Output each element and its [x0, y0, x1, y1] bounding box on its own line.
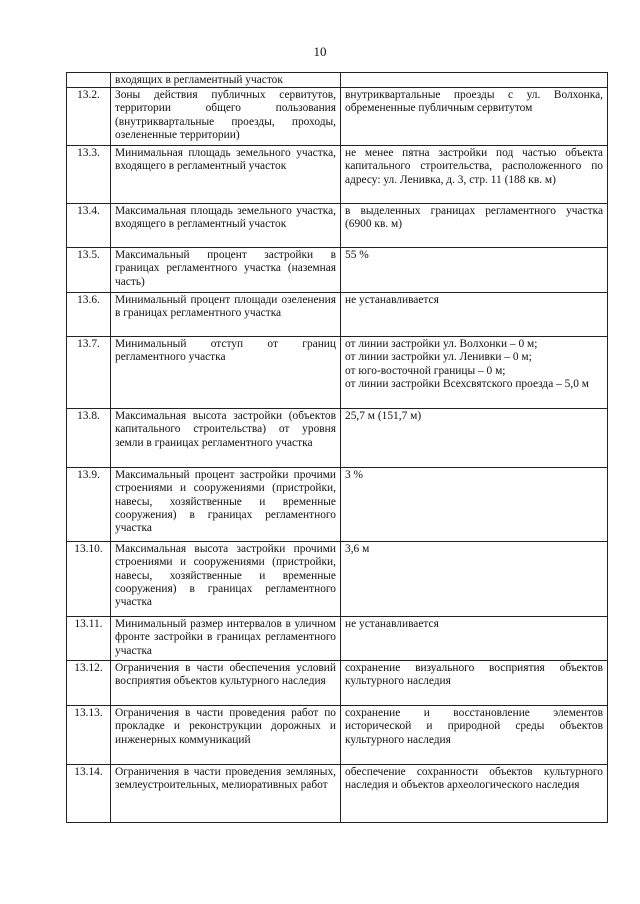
table-row — [67, 765, 608, 823]
value-line: сохранение и восстановление элементов исторической и природной среды объектов культурного наследия — [345, 707, 603, 746]
parameter-name: Максимальная высота застройки прочими строениями и сооружениями (пристройки, навесы, хозяйственные и временные сооружения) в границах регламентного участка — [111, 542, 341, 617]
parameter-value — [341, 146, 608, 204]
row-number: 13.11. — [67, 617, 111, 661]
value-line: не менее пятна застройки под частью объекта капитального строительства, расположенного по адресу: ул. Ленивка, д. 3, стр. 11 (188 кв. м) — [345, 147, 603, 186]
row-number: 13.13. — [67, 706, 111, 765]
parameter-value — [341, 337, 608, 409]
parameter-value — [341, 706, 608, 765]
table-row — [67, 204, 608, 248]
row-number: 13.7. — [67, 337, 111, 409]
parameter-name: Минимальный размер интервалов в уличном фронте застройки в границах регламентного участка — [111, 617, 341, 661]
table-row — [67, 617, 608, 661]
row-number: 13.12. — [67, 661, 111, 706]
parameter-name: Минимальная площадь земельного участка, входящего в регламентный участок — [111, 146, 341, 204]
row-number: 13.6. — [67, 293, 111, 337]
parameter-value — [341, 248, 608, 293]
value-line: в выделенных границах регламентного участка (6900 кв. м) — [345, 205, 603, 231]
table-row — [67, 73, 608, 88]
table-row — [67, 661, 608, 706]
table-row — [67, 706, 608, 765]
parameter-value — [341, 88, 608, 146]
parameter-name: Ограничения в части проведения земляных, землеустроительных, мелиоративных работ — [111, 765, 341, 823]
value-line: от юго-восточной границы – 0 м; — [345, 364, 506, 377]
parameter-name: Зоны действия публичных сервитутов, территории общего пользования (внутриквартальные проезды, проходы, озелененные территории) — [111, 88, 341, 146]
parameter-value — [341, 542, 608, 617]
value-line: 3 % — [345, 469, 364, 482]
parameter-name: Ограничения в части обеспечения условий восприятия объектов культурного наследия — [111, 661, 341, 706]
row-number: 13.5. — [67, 248, 111, 293]
row-number: 13.3. — [67, 146, 111, 204]
value-line: от линии застройки ул. Ленивки – 0 м; — [345, 351, 532, 364]
table-row — [67, 468, 608, 542]
parameter-value — [341, 204, 608, 248]
parameter-name: Минимальный процент площади озеленения в границах регламентного участка — [111, 293, 341, 337]
value-line: обеспечение сохранности объектов культурного наследия и объектов археологического наследия — [345, 766, 603, 792]
parameter-value — [341, 661, 608, 706]
parameter-value — [341, 73, 608, 88]
table-row — [67, 248, 608, 293]
regulation-table — [66, 72, 608, 823]
parameter-name: входящих в регламентный участок — [111, 73, 341, 88]
value-line: 25,7 м (151,7 м) — [345, 410, 422, 423]
table-row — [67, 88, 608, 146]
parameter-name: Максимальная высота застройки (объектов капитального строительства) от уровня земли в границах регламентного участка — [111, 409, 341, 468]
parameter-name: Максимальный процент застройки прочими строениями и сооружениями (пристройки, навесы, хозяйственные и временные сооружения) в границах регламентного участка — [111, 468, 341, 542]
table-row — [67, 146, 608, 204]
parameter-name: Минимальный отступ от границ регламентного участка — [111, 337, 341, 409]
parameter-value — [341, 293, 608, 337]
row-number: 13.14. — [67, 765, 111, 823]
value-line: сохранение визуального восприятия объектов культурного наследия — [345, 662, 603, 688]
parameter-name: Ограничения в части проведения работ по прокладке и реконструкции дорожных и инженерных коммуникаций — [111, 706, 341, 765]
value-line: 3,6 м — [345, 543, 370, 556]
parameter-name: Максимальный процент застройки в границах регламентного участка (наземная часть) — [111, 248, 341, 293]
table-row — [67, 542, 608, 617]
value-line: внутриквартальные проезды с ул. Волхонка, обремененные публичным сервитутом — [345, 89, 603, 115]
table-row — [67, 293, 608, 337]
value-line: от линии застройки Всехсвятского проезда – 5,0 м — [345, 377, 589, 390]
parameter-value — [341, 409, 608, 468]
value-line: от линии застройки ул. Волхонки – 0 м; — [345, 338, 538, 351]
row-number: 13.2. — [67, 88, 111, 146]
row-number — [67, 73, 111, 88]
parameter-value — [341, 617, 608, 661]
parameter-value — [341, 765, 608, 823]
row-number: 13.10. — [67, 542, 111, 617]
table-row — [67, 409, 608, 468]
parameter-name: Максимальная площадь земельного участка, входящего в регламентный участок — [111, 204, 341, 248]
page-number: 10 — [313, 44, 327, 59]
row-number: 13.8. — [67, 409, 111, 468]
value-line: 55 % — [345, 249, 369, 262]
value-line: не устанавливается — [345, 618, 439, 631]
table-row — [67, 337, 608, 409]
row-number: 13.9. — [67, 468, 111, 542]
value-line: не устанавливается — [345, 294, 439, 307]
row-number: 13.4. — [67, 204, 111, 248]
parameter-value — [341, 468, 608, 542]
